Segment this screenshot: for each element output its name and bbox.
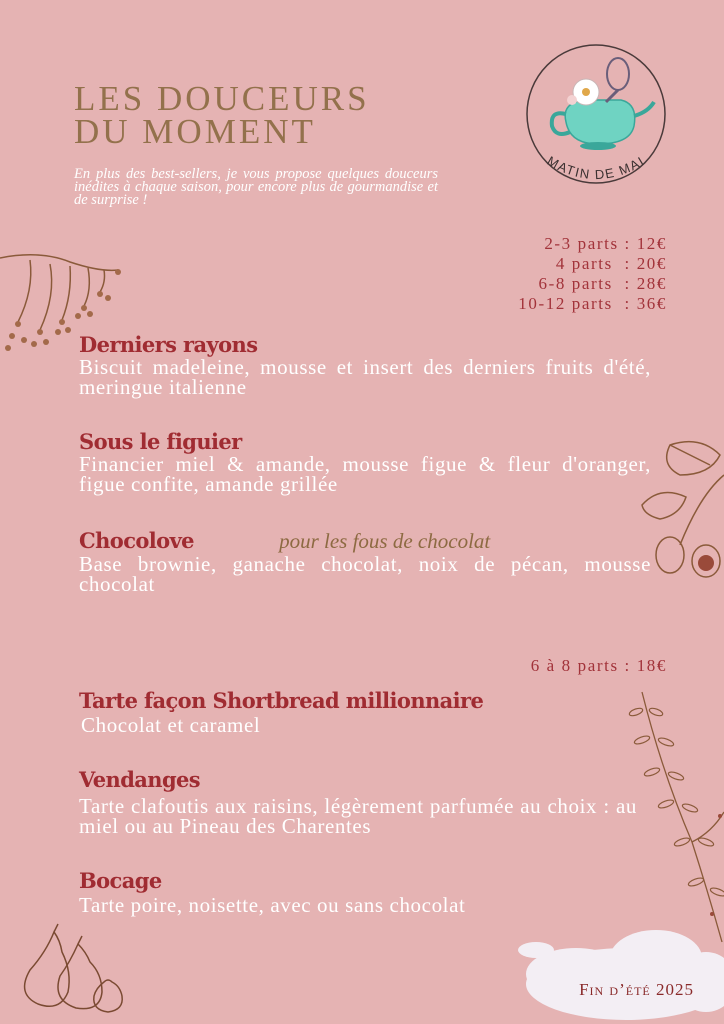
item-bocage (79, 868, 651, 915)
item-name: Sous le figuier (79, 429, 242, 454)
item-derniers-rayons (79, 332, 651, 397)
price-line: 10-12 parts : 36€ (518, 294, 667, 313)
item-description: Financier miel & amande, mousse figue & fleur d'oranger, figue confite, amande grillée (79, 452, 651, 496)
item-chocolove (79, 528, 651, 594)
item-vendanges (79, 767, 637, 836)
price-line: 6-8 parts : 28€ (538, 274, 667, 293)
item-description: Base brownie, ganache chocolat, noix de pécan, mousse chocolat (79, 552, 651, 596)
item-description: Tarte poire, noisette, avec ou sans chocolat (79, 893, 466, 917)
tarts-price: 6 à 8 parts : 18€ (530, 656, 667, 675)
logo (526, 44, 666, 184)
logo-arc-text (526, 153, 666, 196)
item-tarte-shortbread (79, 688, 651, 735)
item-description: Chocolat et caramel (81, 713, 261, 737)
item-description: Biscuit madeleine, mousse et insert des derniers fruits d'été, meringue italienne (79, 355, 651, 399)
price-list (518, 234, 667, 314)
fig-branch-icon (640, 435, 724, 585)
thyme-sprig-icon (632, 692, 724, 942)
item-name: Bocage (79, 868, 162, 893)
item-name: Derniers rayons (79, 332, 258, 357)
item-name: Tarte façon Shortbread millionnaire (79, 688, 484, 713)
item-tagline: pour les fous de chocolat (279, 529, 491, 553)
item-sous-le-figuier (79, 429, 651, 494)
page-title (74, 79, 370, 151)
svg-text:MATIN DE MAI (545, 153, 648, 182)
logo-text: MATIN DE MAI (544, 153, 648, 183)
intro-text: En plus des best-sellers, je vous propose quelques douceurs inédites à chaque saison, pour encore plus de gourmandise et de surprise ! (74, 166, 438, 208)
price-line: 4 parts : 20€ (555, 254, 667, 273)
title-line-1: LES DOUCEURS (74, 79, 370, 118)
cloud-decoration-icon (506, 924, 724, 1024)
item-name: Vendanges (79, 767, 201, 792)
footer-season: Fin d’été 2025 (579, 980, 694, 999)
item-name: Chocolove (79, 528, 194, 553)
title-line-2: DU MOMENT (74, 112, 316, 151)
price-line: 2-3 parts : 12€ (544, 234, 667, 253)
item-description: Tarte clafoutis aux raisins, légèrement parfumée au choix : au miel ou au Pineau des Charentes (79, 794, 637, 838)
pears-icon (16, 922, 126, 1014)
